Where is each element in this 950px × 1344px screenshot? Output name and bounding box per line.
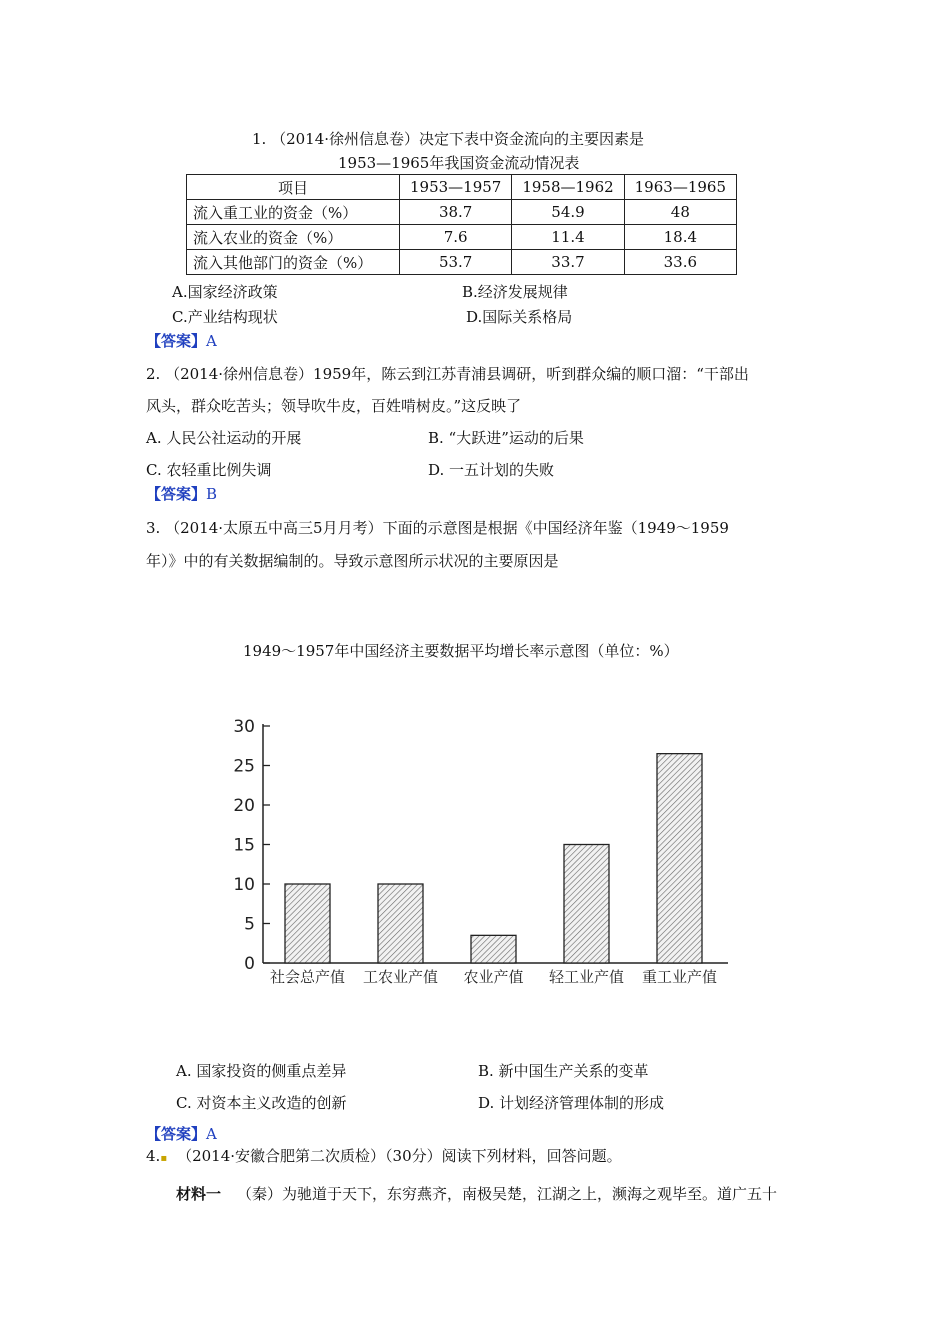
- material-text: （秦）为驰道于天下，东穷燕齐，南极吴楚，江湖之上，濒海之观毕至。道广五十: [237, 1185, 778, 1203]
- q1-option-c: C.产业结构现状: [172, 308, 278, 326]
- q2-option-b: B. “大跃进”运动的后果: [428, 429, 584, 447]
- y-tick-label: 10: [233, 875, 255, 895]
- y-tick-label: 0: [244, 954, 255, 974]
- q4-line-1: [146, 1145, 622, 1166]
- y-tick-label: 15: [233, 835, 255, 856]
- q4-number: 4.: [146, 1147, 161, 1165]
- q2-option-a: A. 人民公社运动的开展: [146, 429, 302, 447]
- x-tick-label: 工农业产值: [362, 968, 439, 986]
- growth-bar-chart: [220, 708, 740, 1008]
- q3-option-b: B. 新中国生产关系的变革: [478, 1062, 649, 1080]
- answer-label: 【答案】: [146, 332, 207, 350]
- table-cell: 18.4: [624, 225, 736, 250]
- q4-material-1: [176, 1183, 777, 1204]
- answer-label: 【答案】: [146, 1125, 207, 1143]
- q3-answer: [146, 1123, 217, 1144]
- q1-option-a: A.国家经济政策: [172, 283, 278, 301]
- x-tick-label: 社会总产值: [269, 968, 346, 986]
- bar: [378, 884, 423, 963]
- material-label: 材料一: [176, 1185, 222, 1203]
- table-header: 1958—1962: [512, 175, 624, 200]
- table-header: 1953—1957: [400, 175, 512, 200]
- q2-answer: [146, 483, 217, 504]
- table-cell: 流入农业的资金（%）: [187, 225, 400, 250]
- table-row: [187, 225, 737, 250]
- q3-line-1: 3. （2014·太原五中高三5月月考）下面的示意图是根据《中国经济年鉴（1949～1959: [146, 519, 729, 537]
- q1-question: 1. （2014·徐州信息卷）决定下表中资金流向的主要因素是: [252, 130, 645, 148]
- bar: [657, 754, 702, 963]
- q2-line-2: 风头，群众吃苦头；领导吹牛皮，百姓啃树皮。”这反映了: [146, 397, 522, 415]
- y-tick-label: 5: [244, 914, 255, 935]
- y-tick-label: 30: [233, 717, 255, 737]
- y-tick-label: 25: [233, 756, 255, 777]
- q1-option-b: B.经济发展规律: [462, 283, 568, 301]
- table-cell: 流入重工业的资金（%）: [187, 200, 400, 225]
- q4-text: （2014·安徽合肥第二次质检）（30分）阅读下列材料，回答问题。: [177, 1147, 622, 1165]
- q3-line-2: 年）》中的有关数据编制的。导致示意图所示状况的主要原因是: [146, 552, 559, 570]
- table-row: [187, 200, 737, 225]
- marker-dot: ▪: [160, 1153, 168, 1164]
- q3-option-c: C. 对资本主义改造的创新: [176, 1094, 347, 1112]
- table-cell: 流入其他部门的资金（%）: [187, 250, 400, 275]
- table-cell: 48: [624, 200, 736, 225]
- table-cell: 7.6: [400, 225, 512, 250]
- answer-label: 【答案】: [146, 485, 207, 503]
- answer-value: A: [206, 332, 217, 350]
- y-tick-label: 20: [233, 796, 255, 816]
- q1-fund-table: [186, 174, 737, 275]
- bar: [285, 884, 330, 963]
- table-cell: 53.7: [400, 250, 512, 275]
- table-header: 项目: [187, 175, 400, 200]
- x-tick-label: 轻工业产值: [548, 968, 625, 986]
- chart-title: 1949～1957年中国经济主要数据平均增长率示意图（单位：%）: [243, 642, 679, 660]
- answer-value: B: [206, 485, 218, 503]
- q2-option-c: C. 农轻重比例失调: [146, 461, 272, 479]
- table-cell: 33.7: [512, 250, 624, 275]
- q3-option-d: D. 计划经济管理体制的形成: [478, 1094, 665, 1112]
- bar: [564, 845, 609, 964]
- bar: [471, 935, 516, 963]
- q2-line-1: 2. （2014·徐州信息卷）1959年，陈云到江苏青浦县调研，听到群众编的顺口溜：“干部出: [146, 365, 749, 383]
- table-header-row: [187, 175, 737, 200]
- table-header: 1963—1965: [624, 175, 736, 200]
- table-cell: 54.9: [512, 200, 624, 225]
- q1-table-title: 1953—1965年我国资金流动情况表: [338, 154, 580, 172]
- x-tick-label: 农业产值: [463, 968, 524, 986]
- q1-option-d: D.国际关系格局: [466, 308, 573, 326]
- q1-answer: [146, 330, 217, 351]
- table-cell: 11.4: [512, 225, 624, 250]
- table-cell: 33.6: [624, 250, 736, 275]
- q2-option-d: D. 一五计划的失败: [428, 461, 555, 479]
- table-row: [187, 250, 737, 275]
- q3-option-a: A. 国家投资的侧重点差异: [176, 1062, 347, 1080]
- table-cell: 38.7: [400, 200, 512, 225]
- x-tick-label: 重工业产值: [641, 968, 718, 986]
- answer-value: A: [206, 1125, 217, 1143]
